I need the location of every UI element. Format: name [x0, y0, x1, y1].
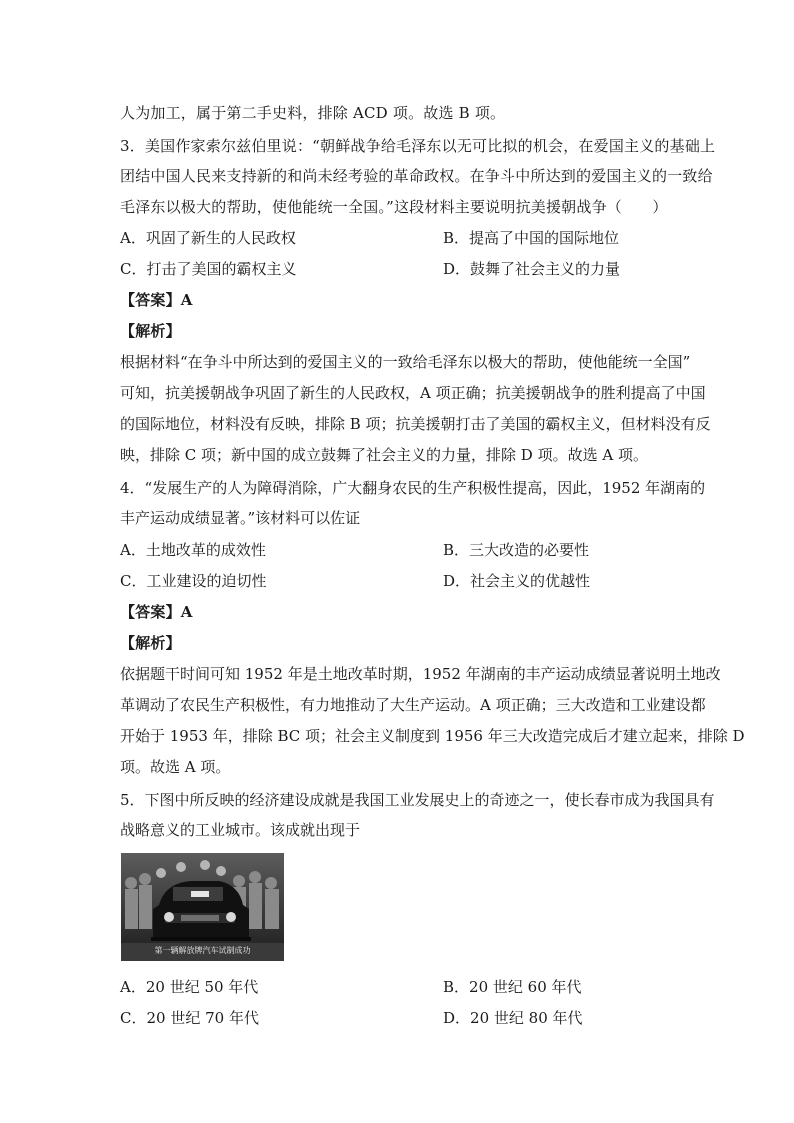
question-3-option-d: D．鼓舞了社会主义的力量 [443, 260, 621, 278]
question-3-analysis: 映，排除 C 项；新中国的成立鼓舞了社会主义的力量，排除 D 项。故选 A 项。 [120, 446, 648, 464]
question-3-stem: 团结中国人民来支持新的和尚未经考验的革命政权。在争斗中所达到的爱国主义的一致给 [120, 167, 713, 185]
question-5-option-d: D．20 世纪 80 年代 [443, 1009, 583, 1027]
question-3-analysis: 可知，抗美援朝战争巩固了新生的人民政权，A 项正确；抗美援朝战争的胜利提高了中国 [120, 384, 706, 402]
text-line: 人为加工，属于第二手史料，排除 ACD 项。故选 B 项。 [120, 104, 506, 122]
question-4-stem: 4．“发展生产的人为障碍消除，广大翻身农民的生产积极性提高，因此，1952 年湖南的 [120, 479, 706, 497]
question-4-analysis-label: 【解析】 [120, 634, 181, 652]
question-3-analysis: 的国际地位，材料没有反映，排除 B 项；抗美援朝打击了美国的霸权主义，但材料没有反 [120, 415, 711, 433]
question-4-analysis: 开始于 1953 年，排除 BC 项；社会主义制度到 1956 年三大改造完成后才建立起来，排除 D [120, 727, 745, 745]
question-3-analysis: 根据材料“在争斗中所达到的爱国主义的一致给毛泽东以极大的帮助，使他能统一全国” [120, 353, 691, 371]
question-4-option-a: A．土地改革的成效性 [120, 541, 266, 559]
question-5-option-c: C．20 世纪 70 年代 [120, 1009, 259, 1027]
question-3-option-c: C．打击了美国的霸权主义 [120, 260, 297, 278]
question-3-answer: 【答案】A [120, 291, 193, 309]
question-5-stem: 战略意义的工业城市。该成就出现于 [120, 821, 361, 839]
question-3-stem: 3．美国作家索尔兹伯里说：“朝鲜战争给毛泽东以无可比拟的机会，在爱国主义的基础上 [120, 137, 716, 155]
question-3-option-b: B．提高了中国的国际地位 [443, 229, 620, 247]
question-3-option-a: A．巩固了新生的人民政权 [120, 229, 296, 247]
question-4-analysis: 项。故选 A 项。 [120, 758, 231, 776]
photo-caption: 第一辆解放牌汽车试制成功 [154, 946, 251, 955]
question-4-option-d: D．社会主义的优越性 [443, 572, 591, 590]
question-4-option-b: B．三大改造的必要性 [443, 541, 590, 559]
question-5-option-a: A．20 世纪 50 年代 [120, 978, 259, 996]
question-5-option-b: B．20 世纪 60 年代 [443, 978, 582, 996]
question-4-analysis: 依据题干时间可知 1952 年是土地改革时期，1952 年湖南的丰产运动成绩显著说明土地改 [120, 665, 721, 683]
question-5-stem: 5．下图中所反映的经济建设成就是我国工业发展史上的奇迹之一，使长春市成为我国具有 [120, 791, 715, 809]
question-4-answer: 【答案】A [120, 603, 193, 621]
question-4-analysis: 革调动了农民生产积极性，有力地推动了大生产运动。A 项正确；三大改造和工业建设都 [120, 696, 706, 714]
question-4-option-c: C．工业建设的迫切性 [120, 572, 267, 590]
question-5-photo [121, 853, 284, 961]
question-3-stem: 毛泽东以极大的帮助，使他能统一全国。”这段材料主要说明抗美援朝战争（ ） [120, 198, 668, 216]
question-4-stem: 丰产运动成绩显著。”该材料可以佐证 [120, 509, 361, 527]
question-3-analysis-label: 【解析】 [120, 322, 181, 340]
